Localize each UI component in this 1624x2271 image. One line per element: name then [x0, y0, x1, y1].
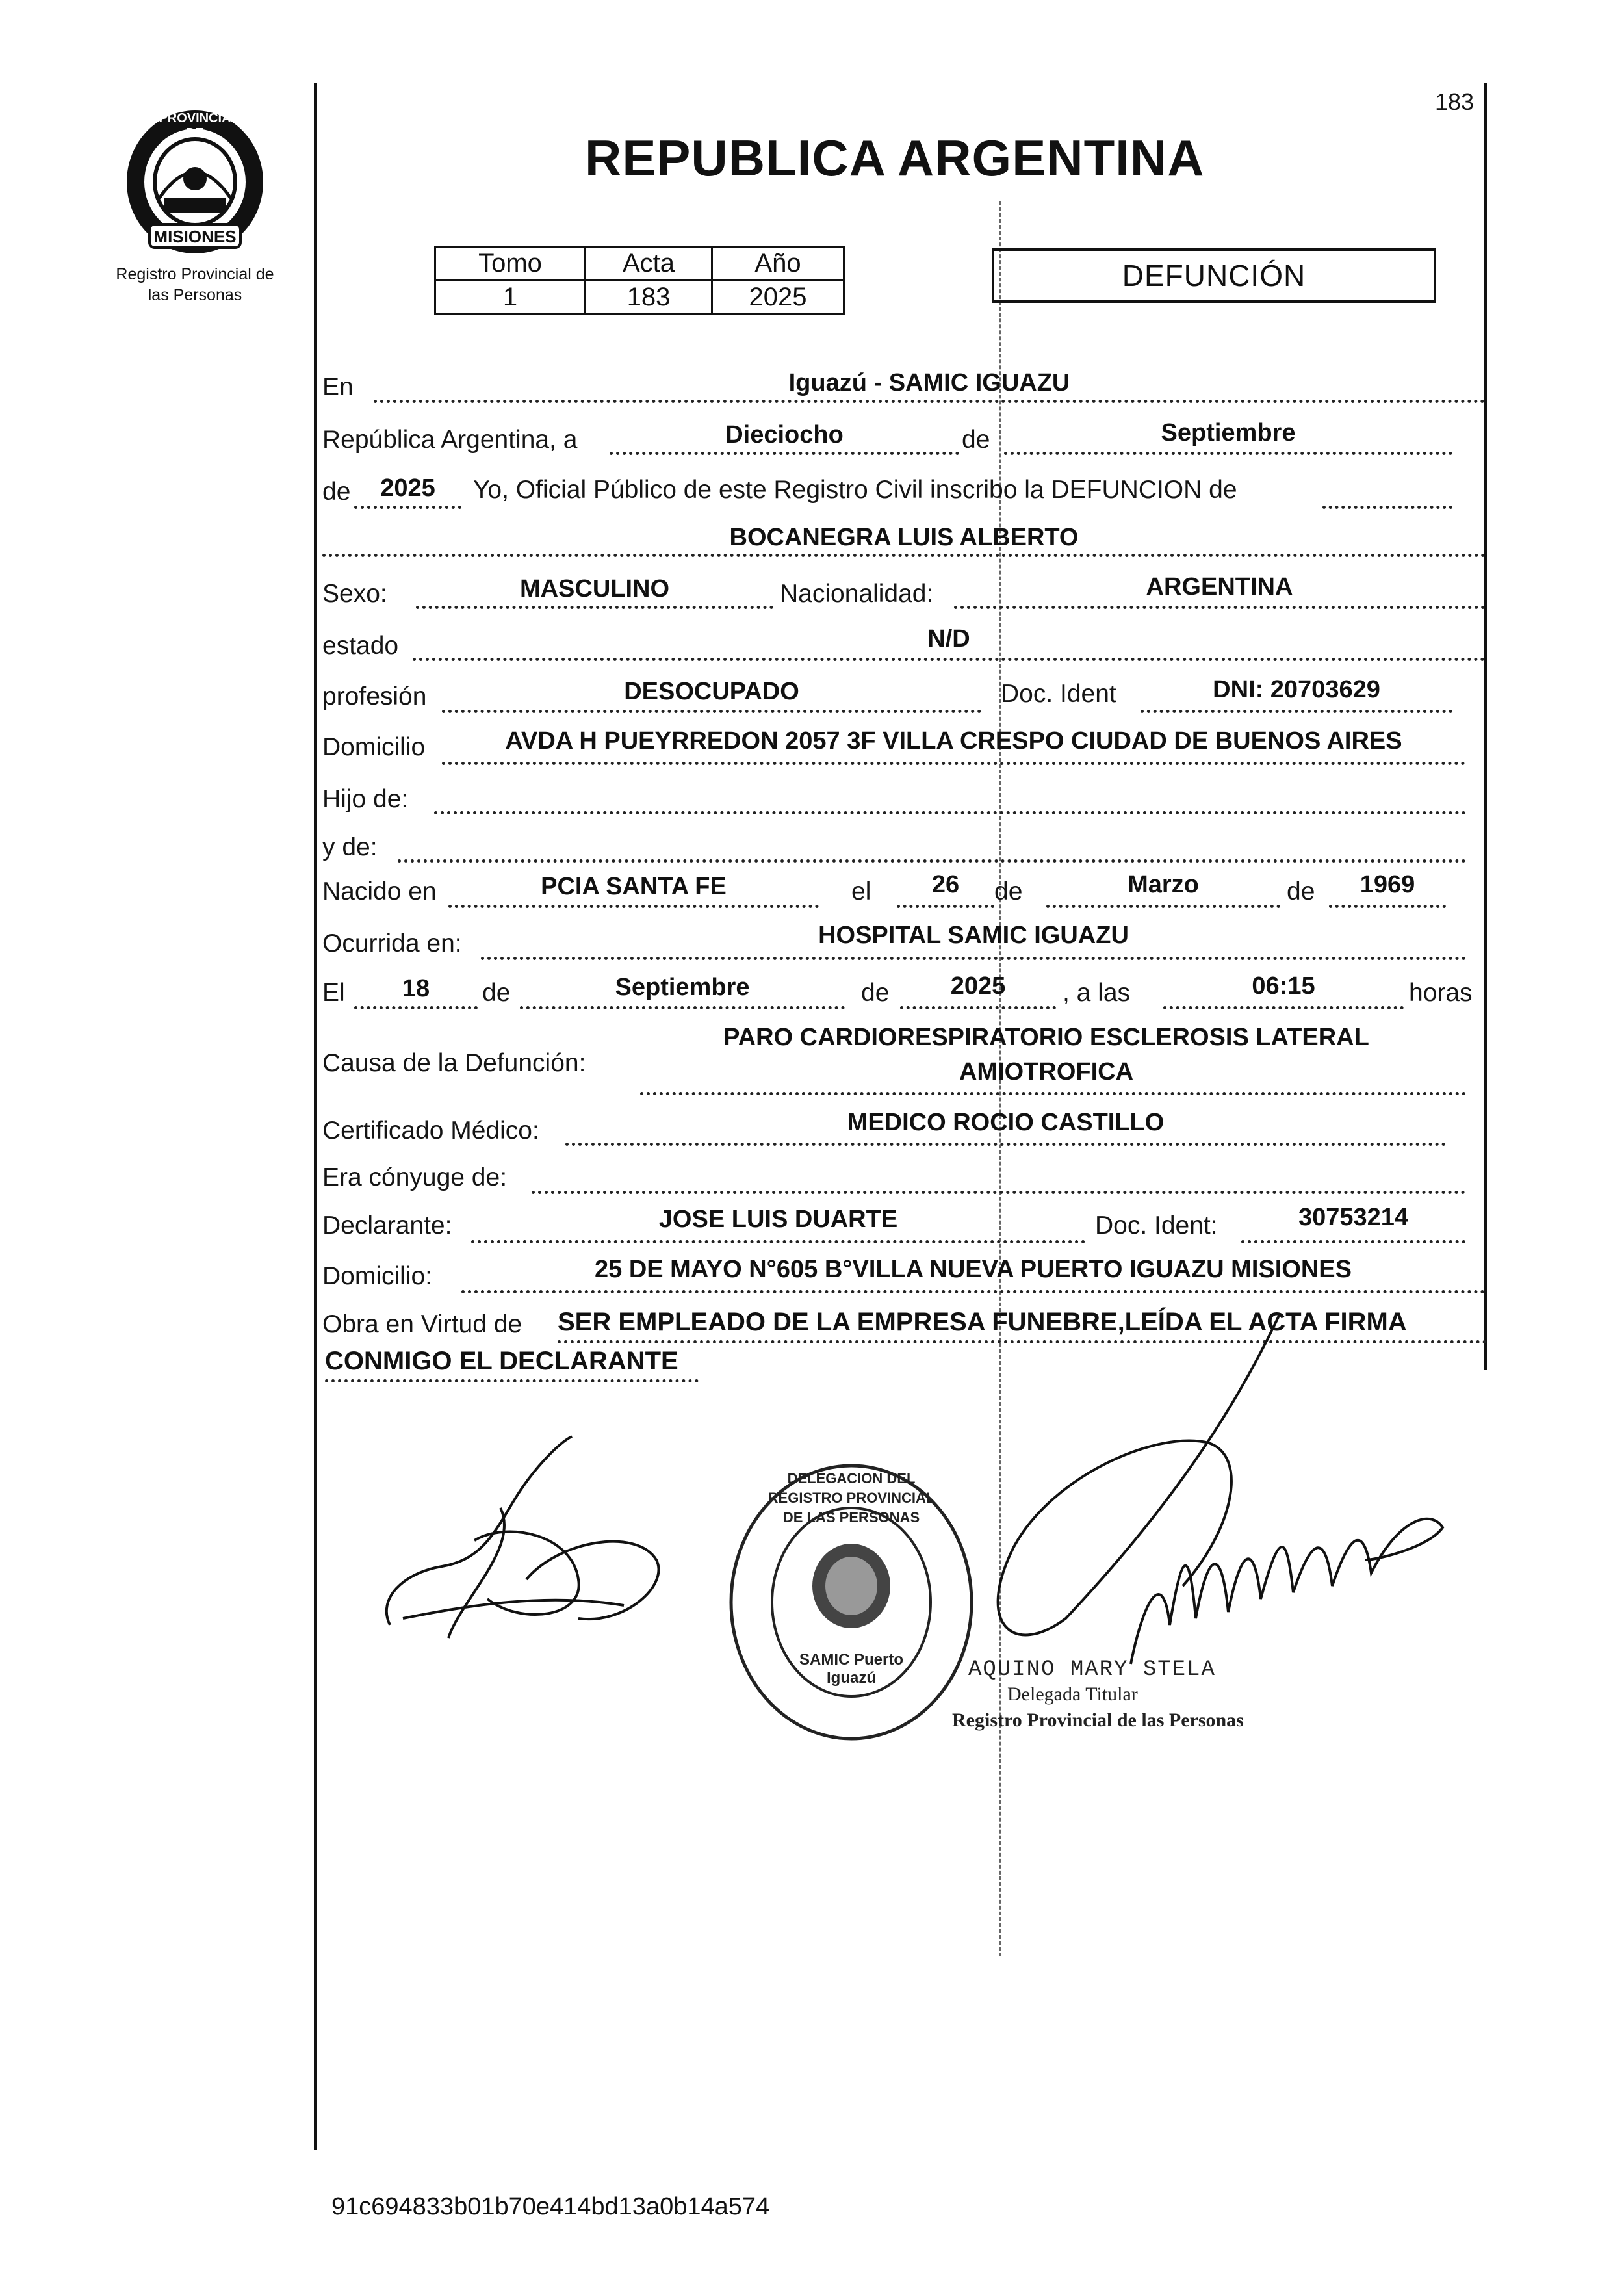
label-nacido-en: Nacido en	[322, 877, 437, 905]
value-nacionalidad: ARGENTINA	[1146, 573, 1293, 601]
dots-yo-oficial	[1322, 506, 1452, 509]
value-declarante-domicilio: 25 DE MAYO N°605 B°VILLA NUEVA PUERTO IGUAZU MISIONES	[595, 1256, 1352, 1283]
value-obra-line1: SER EMPLEADO DE LA EMPRESA FUNEBRE,LEÍDA EL ACTA FIRMA	[558, 1308, 1407, 1336]
dots-mes2	[520, 1006, 845, 1009]
label-el: el	[851, 877, 871, 905]
table-header-tomo: Tomo	[435, 247, 586, 281]
label-domicilio2: Domicilio:	[322, 1262, 433, 1290]
document-hash: 91c694833b01b70e414bd13a0b14a574	[331, 2193, 770, 2220]
label-y-de: y de:	[322, 833, 378, 861]
document-title: REPUBLICA ARGENTINA	[585, 129, 1205, 187]
value-nacido-anio: 1969	[1360, 871, 1415, 898]
label-estado: estado	[322, 632, 399, 660]
label-declarante: Declarante:	[322, 1212, 452, 1239]
dots-hora	[1163, 1006, 1404, 1009]
page-number: 183	[1435, 88, 1475, 115]
dots-lugar	[374, 400, 1485, 403]
dots-obra-line2	[325, 1379, 699, 1382]
dots-dia-texto	[610, 452, 959, 455]
label-de: de	[962, 426, 990, 454]
official-seal	[721, 1456, 981, 1748]
record-type: DEFUNCIÓN	[1122, 259, 1306, 292]
dots-profesion	[442, 710, 981, 713]
dots-nacido-lugar	[448, 905, 819, 908]
dots-domicilio	[442, 762, 1465, 765]
dots-declarante	[471, 1240, 1085, 1243]
province-logo	[117, 101, 273, 257]
value-declarante-doc: 30753214	[1298, 1204, 1409, 1231]
value-profesion: DESOCUPADO	[624, 678, 799, 705]
value-hora: 06:15	[1252, 972, 1315, 1000]
value-ocurrida: HOSPITAL SAMIC IGUAZU	[818, 922, 1129, 949]
label-en: En	[322, 373, 354, 401]
dots-declarante-doc	[1241, 1240, 1465, 1243]
value-estado: N/D	[927, 625, 970, 653]
table-value-tomo: 1	[435, 281, 586, 315]
label-yo-oficial: Yo, Oficial Público de este Registro Civil inscribo la DEFUNCION de	[473, 476, 1237, 504]
label-doc-ident2: Doc. Ident:	[1095, 1212, 1218, 1239]
value-nacido-dia: 26	[931, 871, 960, 898]
label-horas: horas	[1409, 979, 1473, 1007]
value-mes: Septiembre	[1161, 419, 1296, 447]
table-value-acta: 183	[586, 281, 712, 315]
label-causa: Causa de la Defunción:	[322, 1049, 586, 1077]
dots-estado	[413, 658, 1485, 661]
value-dia-texto: Dieciocho	[725, 421, 844, 448]
label-de4: de	[1287, 877, 1315, 905]
value-causa-line2: AMIOTROFICA	[959, 1058, 1134, 1085]
label-de5: de	[482, 979, 511, 1007]
dots-doc	[1141, 710, 1452, 713]
dots-nacido-anio	[1329, 905, 1446, 908]
label-conyuge: Era cónyuge de:	[322, 1163, 508, 1191]
logo-caption-line1: Registro Provincial de	[116, 265, 274, 283]
dots-nacido-mes	[1046, 905, 1280, 908]
label-profesion: profesión	[322, 682, 427, 710]
dots-anio	[354, 506, 461, 509]
value-fallecido: BOCANEGRA LUIS ALBERTO	[729, 524, 1079, 551]
left-margin-line	[314, 83, 317, 2150]
label-sexo: Sexo:	[322, 580, 387, 608]
declarant-signature	[364, 1430, 689, 1664]
label-domicilio: Domicilio	[322, 733, 426, 761]
logo-ring-text-bottom: MISIONES	[153, 227, 237, 246]
label-el-upper: El	[322, 979, 345, 1007]
official-title: Delegada Titular	[1007, 1683, 1138, 1705]
label-republica-a: República Argentina, a	[322, 426, 578, 454]
value-sexo: MASCULINO	[519, 575, 670, 603]
table-header-acta: Acta	[586, 247, 712, 281]
record-type-box	[992, 248, 1436, 303]
table-header-anio: Año	[712, 247, 844, 281]
dots-y-de	[398, 859, 1466, 863]
dots-causa	[640, 1092, 1466, 1095]
value-nacido-mes: Marzo	[1128, 871, 1199, 898]
logo-caption-line2: las Personas	[148, 286, 242, 304]
label-hijo-de: Hijo de:	[322, 785, 409, 813]
value-anio: 2025	[380, 474, 435, 502]
table-value-anio: 2025	[712, 281, 844, 315]
dots-conyuge	[532, 1191, 1465, 1194]
seal-inner-text: SAMIC Puerto Iguazú	[799, 1651, 903, 1687]
label-ocurrida-en: Ocurrida en:	[322, 929, 462, 957]
label-a-las: , a las	[1063, 979, 1131, 1007]
label-obra: Obra en Virtud de	[322, 1310, 522, 1338]
label-de2: de	[322, 478, 351, 506]
value-certificado: MEDICO ROCIO CASTILLO	[847, 1109, 1165, 1136]
value-declarante: JOSE LUIS DUARTE	[658, 1206, 898, 1233]
value-obra-line2: CONMIGO EL DECLARANTE	[325, 1347, 678, 1375]
value-anio2: 2025	[950, 972, 1006, 1000]
value-causa-line1: PARO CARDIORESPIRATORIO ESCLEROSIS LATERAL	[723, 1024, 1369, 1051]
dots-hijo-de	[434, 811, 1466, 814]
official-signature	[975, 1313, 1469, 1677]
label-nacionalidad: Nacionalidad:	[780, 580, 934, 608]
value-mes2: Septiembre	[615, 974, 750, 1001]
dots-mes	[1004, 452, 1452, 455]
dots-ocurrida	[481, 957, 1466, 960]
label-certificado: Certificado Médico:	[322, 1117, 539, 1145]
logo-ring-text-top: PROVINCIA DE	[159, 111, 231, 140]
dots-fallecido	[322, 554, 1486, 557]
dots-declarante-domicilio	[461, 1290, 1485, 1293]
registry-table	[434, 246, 845, 315]
dots-dia	[354, 1006, 478, 1009]
value-doc: DNI: 20703629	[1213, 676, 1380, 703]
value-lugar: Iguazú - SAMIC IGUAZU	[788, 369, 1070, 396]
label-de6: de	[861, 979, 890, 1007]
value-domicilio: AVDA H PUEYRREDON 2057 3F VILLA CRESPO CIUDAD DE BUENOS AIRES	[505, 727, 1402, 755]
official-name: AQUINO MARY STELA	[968, 1657, 1216, 1682]
dots-nacido-dia	[897, 905, 994, 908]
dots-anio2	[900, 1006, 1056, 1009]
dots-nacionalidad	[954, 606, 1485, 609]
label-doc-ident: Doc. Ident	[1001, 680, 1116, 708]
official-office: Registro Provincial de las Personas	[952, 1709, 1244, 1731]
value-dia: 18	[402, 975, 430, 1002]
seal-ring-text: DELEGACION DEL REGISTRO PROVINCIAL DE LAS PERSONAS	[767, 1470, 935, 1525]
label-de3: de	[994, 877, 1023, 905]
value-nacido-lugar: PCIA SANTA FE	[541, 873, 727, 900]
dots-certificado	[565, 1143, 1446, 1146]
right-margin-line	[1484, 83, 1487, 1370]
dots-sexo	[416, 606, 773, 609]
